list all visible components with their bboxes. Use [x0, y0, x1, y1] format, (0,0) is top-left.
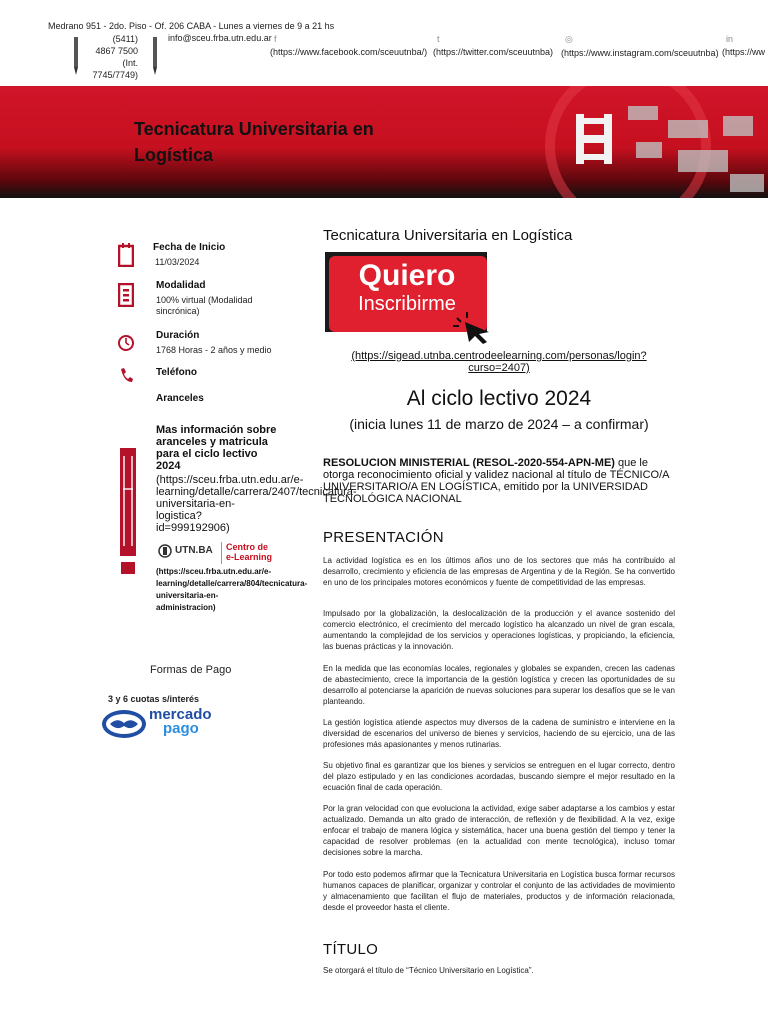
phone-pen-icon	[72, 37, 80, 77]
payment-methods-title: Formas de Pago	[150, 664, 232, 676]
titulo-heading: TÍTULO	[323, 941, 379, 958]
cursor-click-icon	[451, 310, 495, 344]
decorative-red-strip	[120, 448, 136, 556]
decorative-red-block	[121, 562, 135, 574]
twitter-icon: t	[437, 34, 440, 44]
installments-text: 3 y 6 cuotas s/interés	[108, 694, 200, 704]
address-text: Medrano 951 - 2do. Piso - Of. 206 CABA - Lunes a viernes de 9 a 21 hs	[48, 21, 335, 31]
more-info-link[interactable]: (https://sceu.frba.utn.edu.ar/e- learning/detalle/carrera/2407/tecnicatura- universitaria-en- logistica? id=999192906)	[156, 474, 357, 534]
modality-icon	[118, 283, 134, 307]
paragraph-1: La actividad logística es en los últimos años uno de los sectores que más ha contribuido al desarrollo, crecimiento y eficiencia de las empresas de Argentina y de la Región. Se ha convertido en uno de los principales motores económicos y fuente de competitividad de las empresas.	[323, 556, 675, 587]
cycle-subtitle: (inicia lunes 11 de marzo de 2024 – a confirmar)	[349, 416, 649, 432]
titulo-text: Se otorgará el título de “Técnico Universitario en Logística”.	[323, 966, 534, 975]
calendar-icon	[118, 243, 134, 267]
page-title: Tecnicatura Universitaria en Logística	[134, 119, 374, 165]
phone-text: (5411) 4867 7500 (Int. 7745/7749)	[92, 34, 138, 80]
logo-divider	[221, 542, 222, 564]
paragraph-7: Por todo esto podemos afirmar que la Tecnicatura Universitaria en Logística busca formar recursos humanos capaces de planificar, organizar y controlar el conjunto de las actividades de movimiento y almacenamiento que facilitan el flujo de materiales, productos y de información relacionada, desde el proveedor hasta el cliente.	[323, 870, 675, 912]
duracion-value: 1768 Horas - 2 años y medio	[156, 345, 272, 355]
aranceles-label: Aranceles	[156, 393, 204, 404]
linkedin-icon: in	[726, 34, 734, 44]
email-pen-icon	[151, 37, 159, 77]
resolution-text: RESOLUCION MINISTERIAL (RESOL-2020-554-APN-ME) que le otorga reconocimiento oficial y validez nacional al título de TÉCNICO/A UNIVERSITARIO/A EN LOGÍSTICA, emitido por la UNIVERSIDAD TECNOLÓGICA NACIONAL	[323, 457, 669, 505]
duracion-label: Duración	[156, 330, 200, 341]
paragraph-6: Por la gran velocidad con que evoluciona la actividad, exige saber adaptarse a los cambios y estar actualizado. Demanda un alto grado de interacción, de reflexión y de flexibilidad. A la vez, exige enfocar el trabajo de manera lógica y sistemática, hacer una buena gestión del tiempo y tener la capacidad de resolver problemas (en la actualidad con mente tecnológica), incluso tomar decisiones sobre la marcha.	[323, 804, 675, 857]
enroll-link[interactable]: (https://sigead.utnba.centrodeelearning.com/personas/login? curso=2407)	[351, 350, 647, 374]
facebook-icon: f	[274, 34, 277, 44]
paragraph-3: En la medida que las economías locales, regionales y globales se expanden, crecen las cadenas de abastecimiento, crece la importancia de la gestión logística y crecen las oportunidades de su desarrollo al potenciarse la aparición de nuevas soluciones para superar los desafíos que se le van planteando.	[323, 664, 675, 706]
clock-icon	[118, 331, 134, 355]
instagram-icon: ◎	[565, 34, 573, 44]
top-bar	[0, 0, 768, 86]
course-heading: Tecnicatura Universitaria en Logística	[323, 227, 573, 244]
paragraph-4: La gestión logística atiende aspectos muy diversos de la cadena de suministro e interviene en la diversidad de escenarios del universo de bienes y servicios, haciendo de su ejercicio, una de las profesiones más apasionantes y menos rutinarias.	[323, 718, 675, 749]
more-info-title: Mas información sobre aranceles y matricula para el ciclo lectivo 2024	[156, 424, 277, 472]
fecha-value: 11/03/2024	[155, 257, 200, 267]
paragraph-5: Su objetivo final es garantizar que los bienes y servicios se entreguen en el lugar correcto, dentro del plazo estipulado y en las condiciones acordadas, buscando siempre el mejor resultado en la ecuación final de cada operación.	[323, 761, 675, 792]
linkedin-link[interactable]: in (https://ww	[722, 34, 766, 57]
paragraph-2: Impulsado por la globalización, la deslocalización de la producción y el avance sostenido del comercio electrónico, el crecimiento del mercado logístico ha alcanzado un nivel de gran escala, aumentando la complejidad de los servicios y operaciones logísticas, y propiciando, la eficiencia, las buenas prácticas y la innovación.	[323, 609, 675, 651]
strip-pattern-icon	[120, 448, 136, 556]
cycle-title: Al ciclo lectivo 2024	[406, 387, 592, 410]
modalidad-label: Modalidad	[156, 280, 206, 291]
email-link[interactable]: info@sceu.frba.utn.edu.ar	[168, 33, 272, 43]
utn-elearning-logo: UTN.BA Centro de e-Learning	[158, 542, 288, 566]
mercadopago-logo: mercado pago	[101, 707, 221, 741]
telefono-label: Teléfono	[156, 367, 197, 378]
enroll-button[interactable]: Quiero Inscribirme	[325, 252, 495, 344]
twitter-link[interactable]: t (https://twitter.com/sceuutnba)	[433, 34, 554, 57]
instagram-link[interactable]: ◎ (https://www.instagram.com/sceuutnba)	[561, 34, 719, 58]
handshake-icon	[101, 709, 147, 739]
utn-seal-icon	[158, 544, 172, 558]
presentacion-heading: PRESENTACIÓN	[323, 529, 444, 546]
modalidad-value: 100% virtual (Modalidad sincrónica)	[156, 295, 253, 316]
utn-logo-graphic	[518, 86, 768, 198]
phone-icon	[118, 364, 134, 388]
fecha-label: Fecha de Inicio	[153, 242, 226, 253]
utn-elearning-link[interactable]: (https://sceu.frba.utn.edu.ar/e- learning/detalle/carrera/804/tecnicatura- universitaria-en- administracion)	[156, 567, 308, 612]
facebook-link[interactable]: f (https://www.facebook.com/sceuutnba/)	[270, 34, 428, 57]
